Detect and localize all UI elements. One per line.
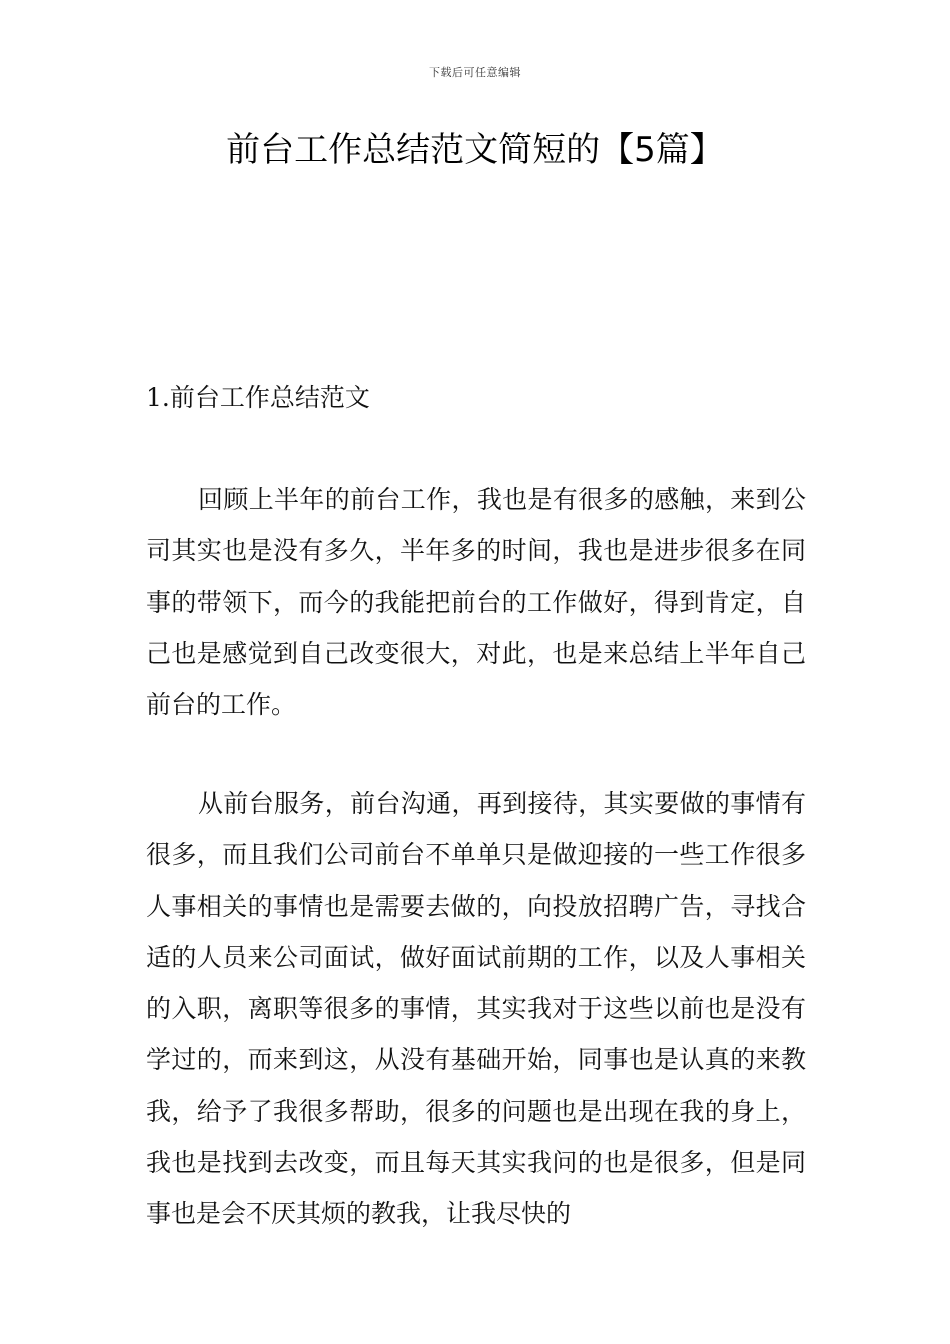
- section-heading: 1.前台工作总结范文: [146, 383, 370, 412]
- body-paragraph: 从前台服务，前台沟通，再到接待，其实要做的事情有很多，而且我们公司前台不单单只是做迎接的一些工作很多人事相关的事情也是需要去做的，向投放招聘广告，寻找合适的人员来公司面试，做好面试前期的工作，以及人事相关的入职，离职等很多的事情，其实我对于这些以前也是没有学过的，而来到这，从没有基础开始，同事也是认真的来教我，给予了我很多帮助，很多的问题也是出现在我的身上，我也是找到去改变，而且每天其实我问的也是很多，但是同事也是会不厌其烦的教我，让我尽快的: [146, 789, 806, 1229]
- header-note: 下载后可任意编辑: [429, 66, 521, 79]
- body-paragraph: 回顾上半年的前台工作，我也是有很多的感触，来到公司其实也是没有多久，半年多的时间，我也是进步很多在同事的带领下，而今的我能把前台的工作做好，得到肯定，自己也是感觉到自己改变很大，对此，也是来总结上半年自己前台的工作。: [146, 485, 806, 720]
- document-title: 前台工作总结范文简短的【5篇】: [226, 130, 724, 170]
